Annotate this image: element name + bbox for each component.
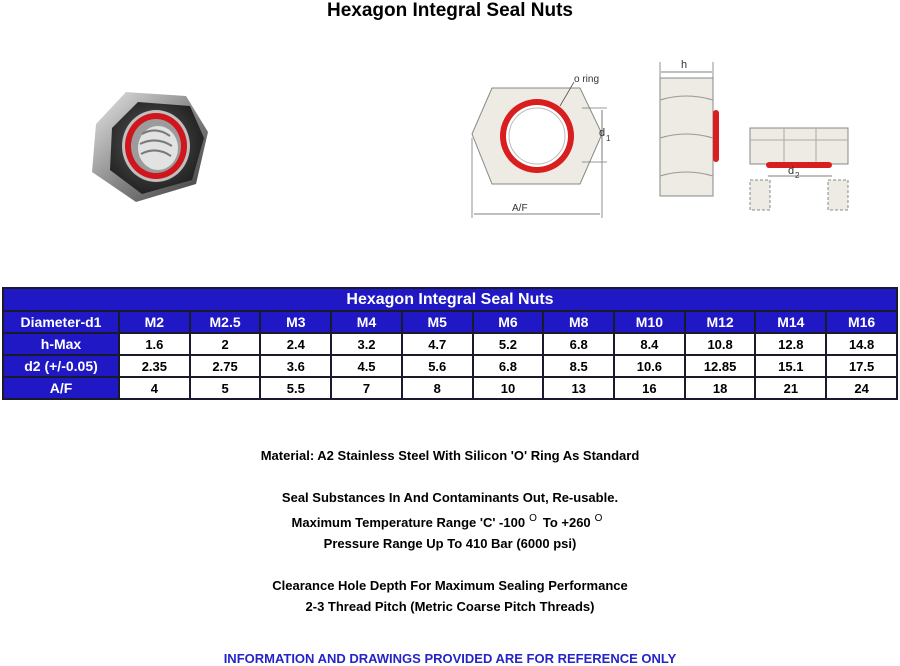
material-note: Material: A2 Stainless Steel With Silicon 'O' Ring As Standard [260,448,640,463]
table-cell: 4.7 [402,333,473,355]
size-header: M6 [473,311,544,333]
table-cell: 15.1 [755,355,826,377]
table-cell: 1.6 [119,333,190,355]
table-row [3,355,897,377]
page-title: Hexagon Integral Seal Nuts [326,0,573,21]
table-cell: 5.5 [260,377,331,399]
size-header: M8 [543,311,614,333]
temperature-note [0,508,900,533]
table-cell: 4 [119,377,190,399]
hexagon-front-drawing [462,58,622,220]
table-cell: 6.8 [543,333,614,355]
h-label: h [681,59,688,71]
table-cell: 24 [826,377,897,399]
table-cell: 16 [614,377,685,399]
o-ring-label: o ring [574,74,600,85]
table-cell: 12.8 [755,333,826,355]
table-cell: 2.4 [260,333,331,355]
table-cell: 3.2 [331,333,402,355]
size-header: M14 [755,311,826,333]
table-caption: Hexagon Integral Seal Nuts [3,288,897,311]
d2-subscript: 2 [795,171,800,180]
table-cell: 2.75 [190,355,261,377]
row-label: A/F [3,377,119,399]
table-cell: 4.5 [331,355,402,377]
size-header: M2.5 [190,311,261,333]
table-cell: 13 [543,377,614,399]
table-cell: 10.8 [685,333,756,355]
pressure-note: Pressure Range Up To 410 Bar (6000 psi) [323,536,577,551]
table-cell: 12.85 [685,355,756,377]
size-header: M3 [260,311,331,333]
size-header: M4 [331,311,402,333]
specification-table [2,287,898,400]
product-notes [0,445,900,617]
size-header: M2 [119,311,190,333]
table-cell: 18 [685,377,756,399]
table-row [3,377,897,399]
table-cell: 14.8 [826,333,897,355]
size-header: M16 [826,311,897,333]
table-cell: 8.5 [543,355,614,377]
d1-subscript: 1 [606,134,611,143]
table-row [3,333,897,355]
table-cell: 3.6 [260,355,331,377]
table-cell: 2 [190,333,261,355]
temperature-mid: To +260 [542,515,591,530]
d2-label: d [788,165,795,177]
reference-disclaimer: INFORMATION AND DRAWINGS PROVIDED ARE FOR REFERENCE ONLY [223,651,677,666]
nut-photo [86,84,212,206]
table-cell: 8.4 [614,333,685,355]
table-cell: 2.35 [119,355,190,377]
row-label: Diameter-d1 [3,311,119,333]
table-cell: 7 [331,377,402,399]
d1-label: d [599,127,606,139]
size-header: M10 [614,311,685,333]
table-caption-row [3,288,897,311]
table-cell: 6.8 [473,355,544,377]
degree-mark: O [529,513,537,524]
side-profile-drawing [655,58,725,198]
thread-note: 2-3 Thread Pitch (Metric Coarse Pitch Threads) [305,599,595,614]
table-cell: 5.6 [402,355,473,377]
table-cell: 5 [190,377,261,399]
seal-cross-section [744,126,854,212]
size-header: M12 [685,311,756,333]
table-cell: 10 [473,377,544,399]
af-label: A/F [512,203,528,214]
table-cell: 10.6 [614,355,685,377]
table-cell: 17.5 [826,355,897,377]
temperature-prefix: Maximum Temperature Range 'C' -100 [291,515,526,530]
table-cell: 5.2 [473,333,544,355]
degree-mark: O [594,513,603,524]
clearance-note: Clearance Hole Depth For Maximum Sealing Performance [272,578,628,593]
seal-note: Seal Substances In And Contaminants Out, Re-usable. [281,490,619,505]
row-label: d2 (+/-0.05) [3,355,119,377]
table-cell: 21 [755,377,826,399]
table-cell: 8 [402,377,473,399]
row-label: h-Max [3,333,119,355]
table-header-row [3,311,897,333]
size-header: M5 [402,311,473,333]
